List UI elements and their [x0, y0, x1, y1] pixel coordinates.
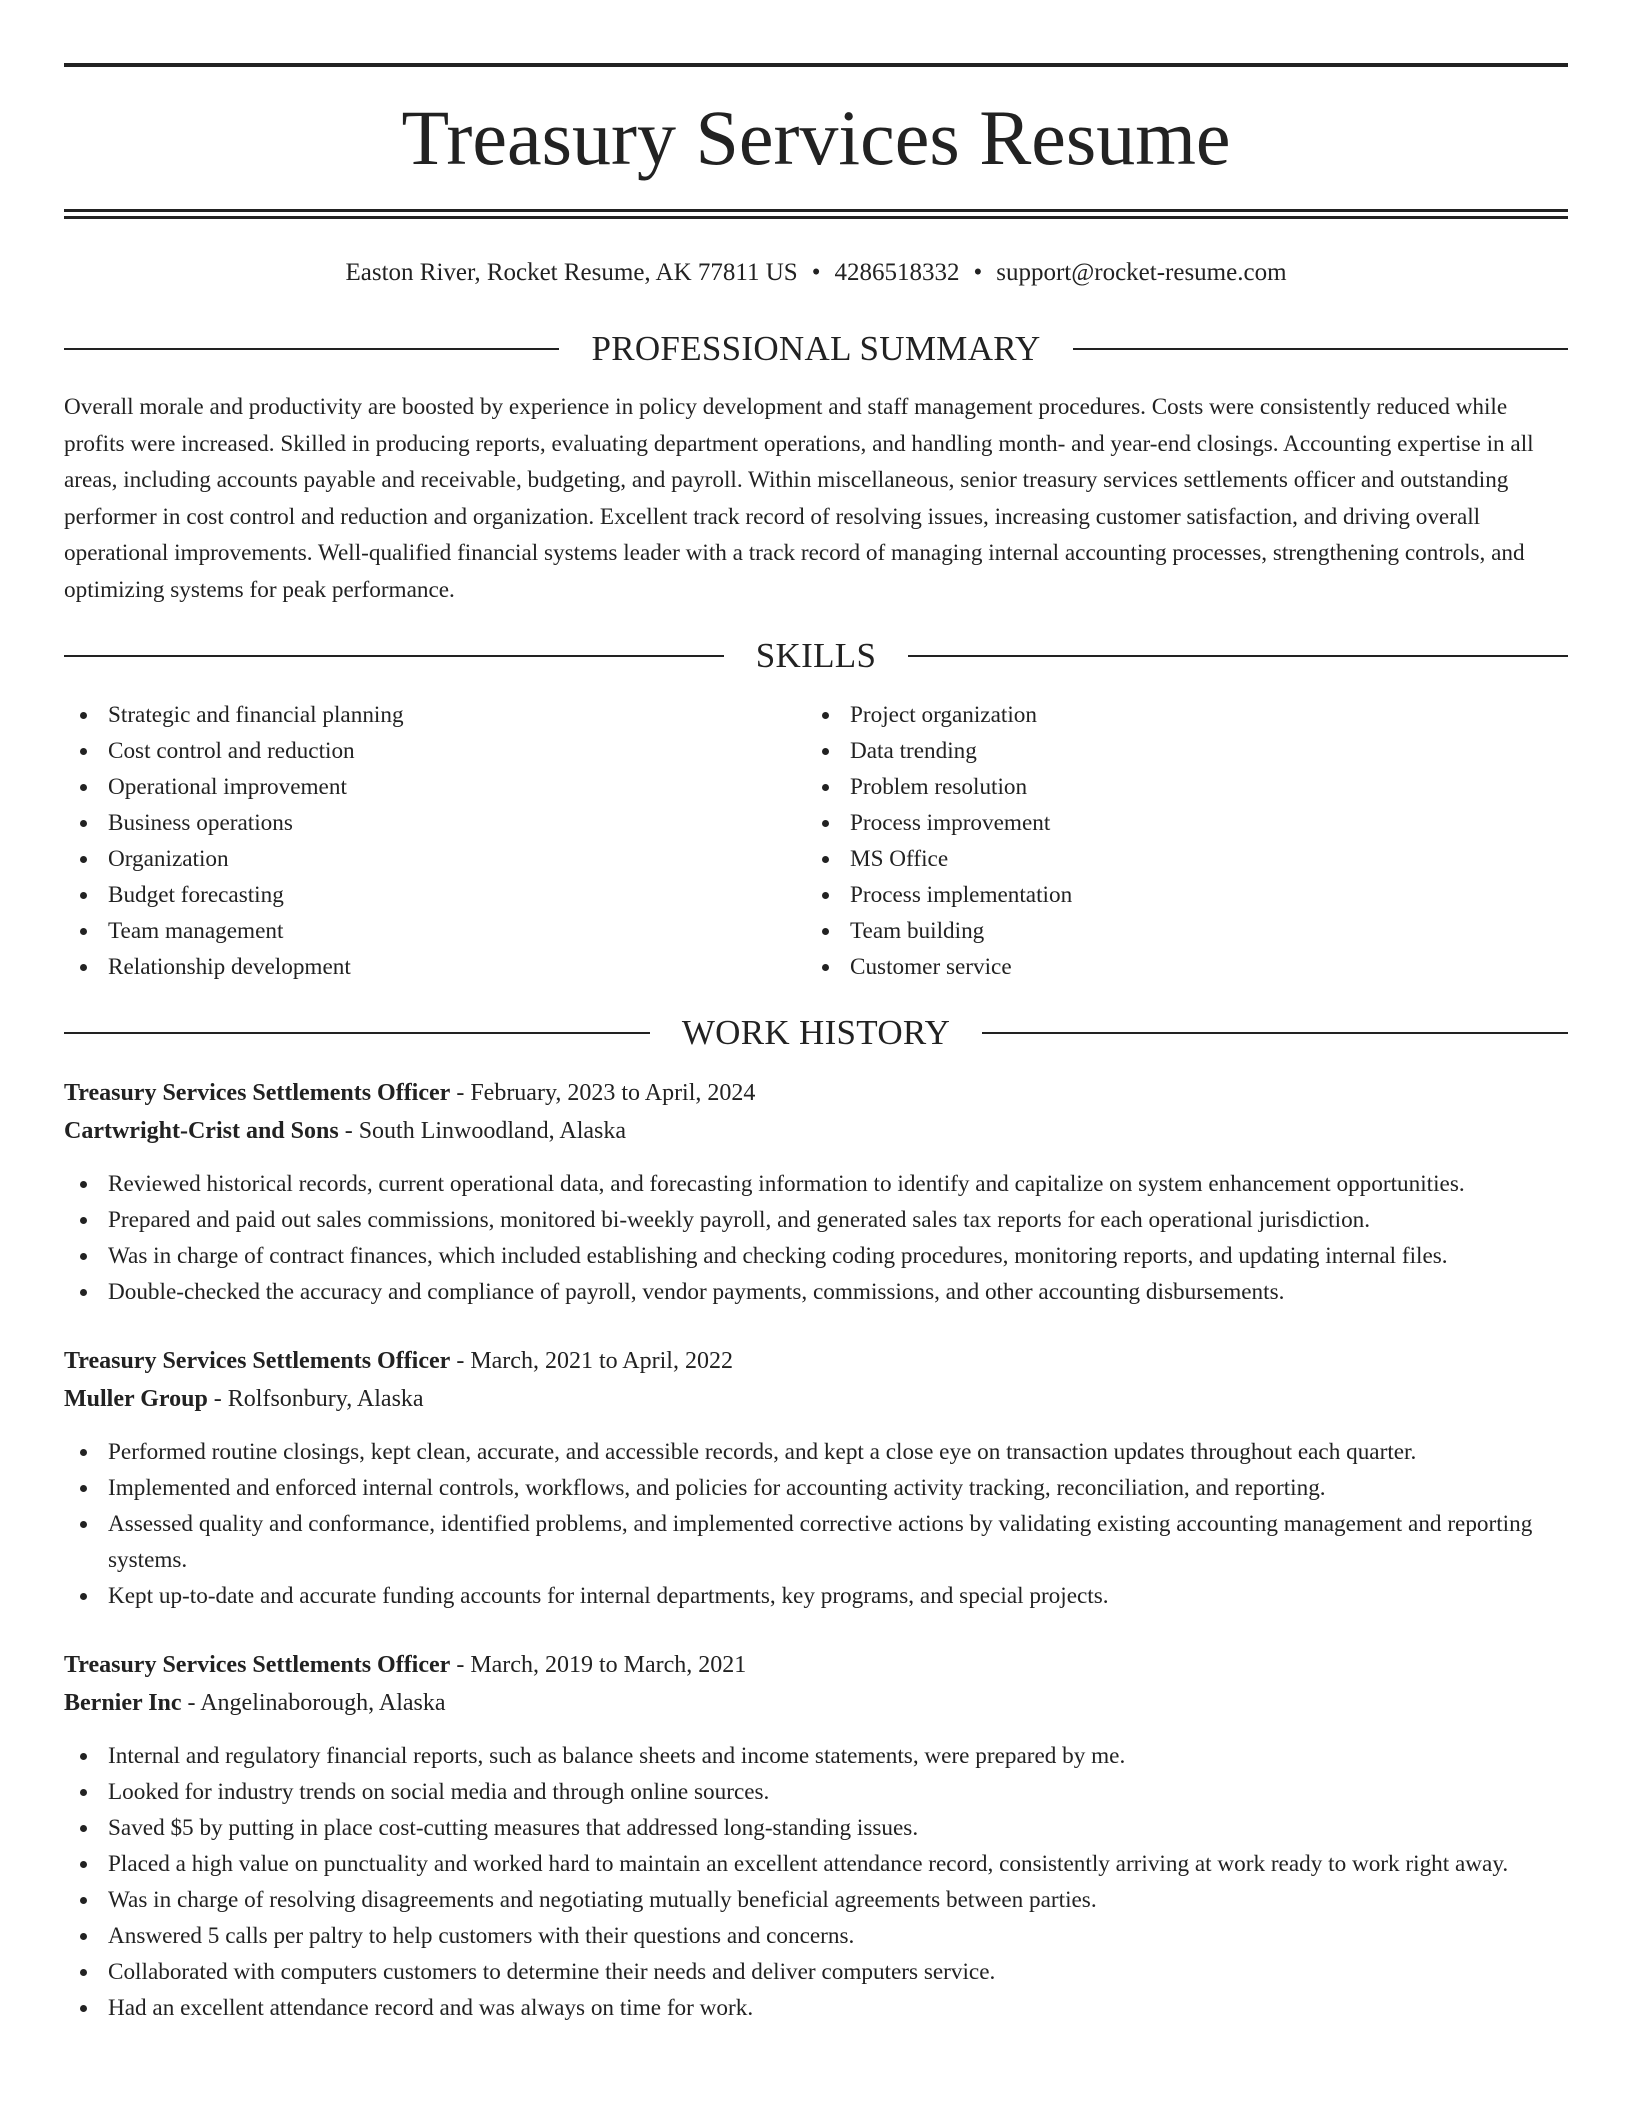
title-rule-lower [64, 216, 1568, 219]
skill-item: Organization [64, 841, 806, 877]
job-company-line: Cartwright-Crist and Sons - South Linwoodland, Alaska [64, 1118, 627, 1144]
job-title-line: Treasury Services Settlements Officer - February, 2023 to April, 2024 [64, 1080, 756, 1106]
skill-item: Problem resolution [806, 769, 1548, 805]
job-bullet: Looked for industry trends on social media and through online sources. [64, 1774, 1568, 1810]
job-location: Angelinaborough, Alaska [200, 1690, 446, 1716]
contact-separator: • [811, 259, 821, 286]
contact-phone: 4286518332 [834, 259, 960, 286]
job-dates: February, 2023 to April, 2024 [470, 1080, 756, 1106]
work-heading-text: WORK HISTORY [681, 1013, 951, 1052]
job-title-line: Treasury Services Settlements Officer - March, 2021 to April, 2022 [64, 1348, 733, 1374]
skill-item: Budget forecasting [64, 877, 806, 913]
job-location: Rolfsonbury, Alaska [227, 1386, 424, 1412]
summary-text: Overall morale and productivity are boosted by experience in policy development and staff management procedures. Costs were consistently reduced while profits were increased. Skilled in producing reports, evaluating department operations, and handling month- and year-end closings. Accounting expertise in all areas, including accounts payable and receivable, budgeting, and payroll. Within miscellaneous, senior treasury services settlements officer and outstanding performer in cost control and reduction and organization. Excellent track record of resolving issues, increasing customer satisfaction, and driving overall operational improvements. Well-qualified financial systems leader with a track record of managing internal accounting processes, strengthening controls, and optimizing systems for peak performance. [64, 394, 1534, 603]
job-bullet: Reviewed historical records, current operational data, and forecasting information to identify and capitalize on system enhancement opportunities. [64, 1166, 1568, 1202]
job-location: South Linwoodland, Alaska [358, 1118, 627, 1144]
job-company: Muller Group [64, 1386, 208, 1412]
contact-line [64, 255, 1568, 291]
heading-rule-right [982, 1032, 1568, 1034]
summary-heading-text: PROFESSIONAL SUMMARY [591, 329, 1041, 368]
heading-rule-left [64, 655, 724, 657]
skills-heading [64, 638, 1568, 673]
job-bullet: Double-checked the accuracy and compliance of payroll, vendor payments, commissions, and other accounting disbursements. [64, 1274, 1568, 1310]
skill-item: Team management [64, 913, 806, 949]
skills-list [64, 697, 1568, 985]
job-dates: March, 2021 to April, 2022 [470, 1348, 733, 1374]
job-bullets [64, 1434, 1568, 1614]
job-bullets [64, 1738, 1568, 2026]
work-heading [64, 1015, 1568, 1050]
job-company-line: Bernier Inc - Angelinaborough, Alaska [64, 1690, 446, 1716]
contact-address: Easton River, Rocket Resume, AK 77811 US [345, 259, 798, 286]
job-title: Treasury Services Settlements Officer [64, 1080, 451, 1106]
job-bullet: Kept up-to-date and accurate funding accounts for internal departments, key programs, and special projects. [64, 1578, 1568, 1614]
heading-rule-left [64, 348, 559, 350]
contact-separator: • [973, 259, 983, 286]
skill-item: Process improvement [806, 805, 1548, 841]
job-title-line: Treasury Services Settlements Officer - March, 2019 to March, 2021 [64, 1652, 747, 1678]
job-title: Treasury Services Settlements Officer [64, 1348, 451, 1374]
heading-rule-right [908, 655, 1568, 657]
job-bullet: Was in charge of resolving disagreements and negotiating mutually beneficial agreements between parties. [64, 1882, 1568, 1918]
job-bullet: Prepared and paid out sales commissions, monitored bi-weekly payroll, and generated sales tax reports for each operational jurisdiction. [64, 1202, 1568, 1238]
skill-item: Customer service [806, 949, 1548, 985]
job-bullet: Internal and regulatory financial reports, such as balance sheets and income statements, were prepared by me. [64, 1738, 1568, 1774]
skill-item: Relationship development [64, 949, 806, 985]
heading-rule-right [1073, 348, 1568, 350]
job-entry [64, 1342, 1568, 1614]
job-dates: March, 2019 to March, 2021 [470, 1652, 747, 1678]
job-bullet: Implemented and enforced internal controls, workflows, and policies for accounting activity tracking, reconciliation, and reporting. [64, 1470, 1568, 1506]
skill-item: Business operations [64, 805, 806, 841]
job-bullet: Answered 5 calls per paltry to help customers with their questions and concerns. [64, 1918, 1568, 1954]
job-bullet: Performed routine closings, kept clean, accurate, and accessible records, and kept a close eye on transaction updates throughout each quarter. [64, 1434, 1568, 1470]
contact-email: support@rocket-resume.com [996, 259, 1287, 286]
heading-rule-left [64, 1032, 650, 1034]
skill-item: Team building [806, 913, 1548, 949]
skill-item: Cost control and reduction [64, 733, 806, 769]
skill-item: MS Office [806, 841, 1548, 877]
skill-item: Process implementation [806, 877, 1548, 913]
skill-item: Operational improvement [64, 769, 806, 805]
job-bullet: Collaborated with computers customers to determine their needs and deliver computers service. [64, 1954, 1568, 1990]
skill-item: Data trending [806, 733, 1548, 769]
job-company-line: Muller Group - Rolfsonbury, Alaska [64, 1386, 424, 1412]
job-bullet: Saved $5 by putting in place cost-cutting measures that addressed long-standing issues. [64, 1810, 1568, 1846]
skill-item: Strategic and financial planning [64, 697, 806, 733]
job-entry [64, 1646, 1568, 2026]
job-bullet: Had an excellent attendance record and was always on time for work. [64, 1990, 1568, 2026]
skills-heading-text: SKILLS [755, 636, 877, 675]
skill-item: Project organization [806, 697, 1548, 733]
resume-page [64, 0, 1568, 2026]
title-rule-upper [64, 209, 1568, 212]
job-bullet: Was in charge of contract finances, which included establishing and checking coding procedures, monitoring reports, and updating internal files. [64, 1238, 1568, 1274]
summary-heading [64, 331, 1568, 366]
skills-column-left [64, 697, 806, 985]
job-bullet: Placed a high value on punctuality and worked hard to maintain an excellent attendance record, consistently arriving at work ready to work right away. [64, 1846, 1568, 1882]
page-title: Treasury Services Resume [401, 94, 1231, 181]
skills-column-right [806, 697, 1548, 985]
job-bullets [64, 1166, 1568, 1310]
job-title: Treasury Services Settlements Officer [64, 1652, 451, 1678]
job-entry [64, 1074, 1568, 1310]
job-bullet: Assessed quality and conformance, identified problems, and implemented corrective actions by validating existing accounting management and reporting systems. [64, 1506, 1568, 1578]
job-company: Bernier Inc [64, 1690, 182, 1716]
job-company: Cartwright-Crist and Sons [64, 1118, 339, 1144]
